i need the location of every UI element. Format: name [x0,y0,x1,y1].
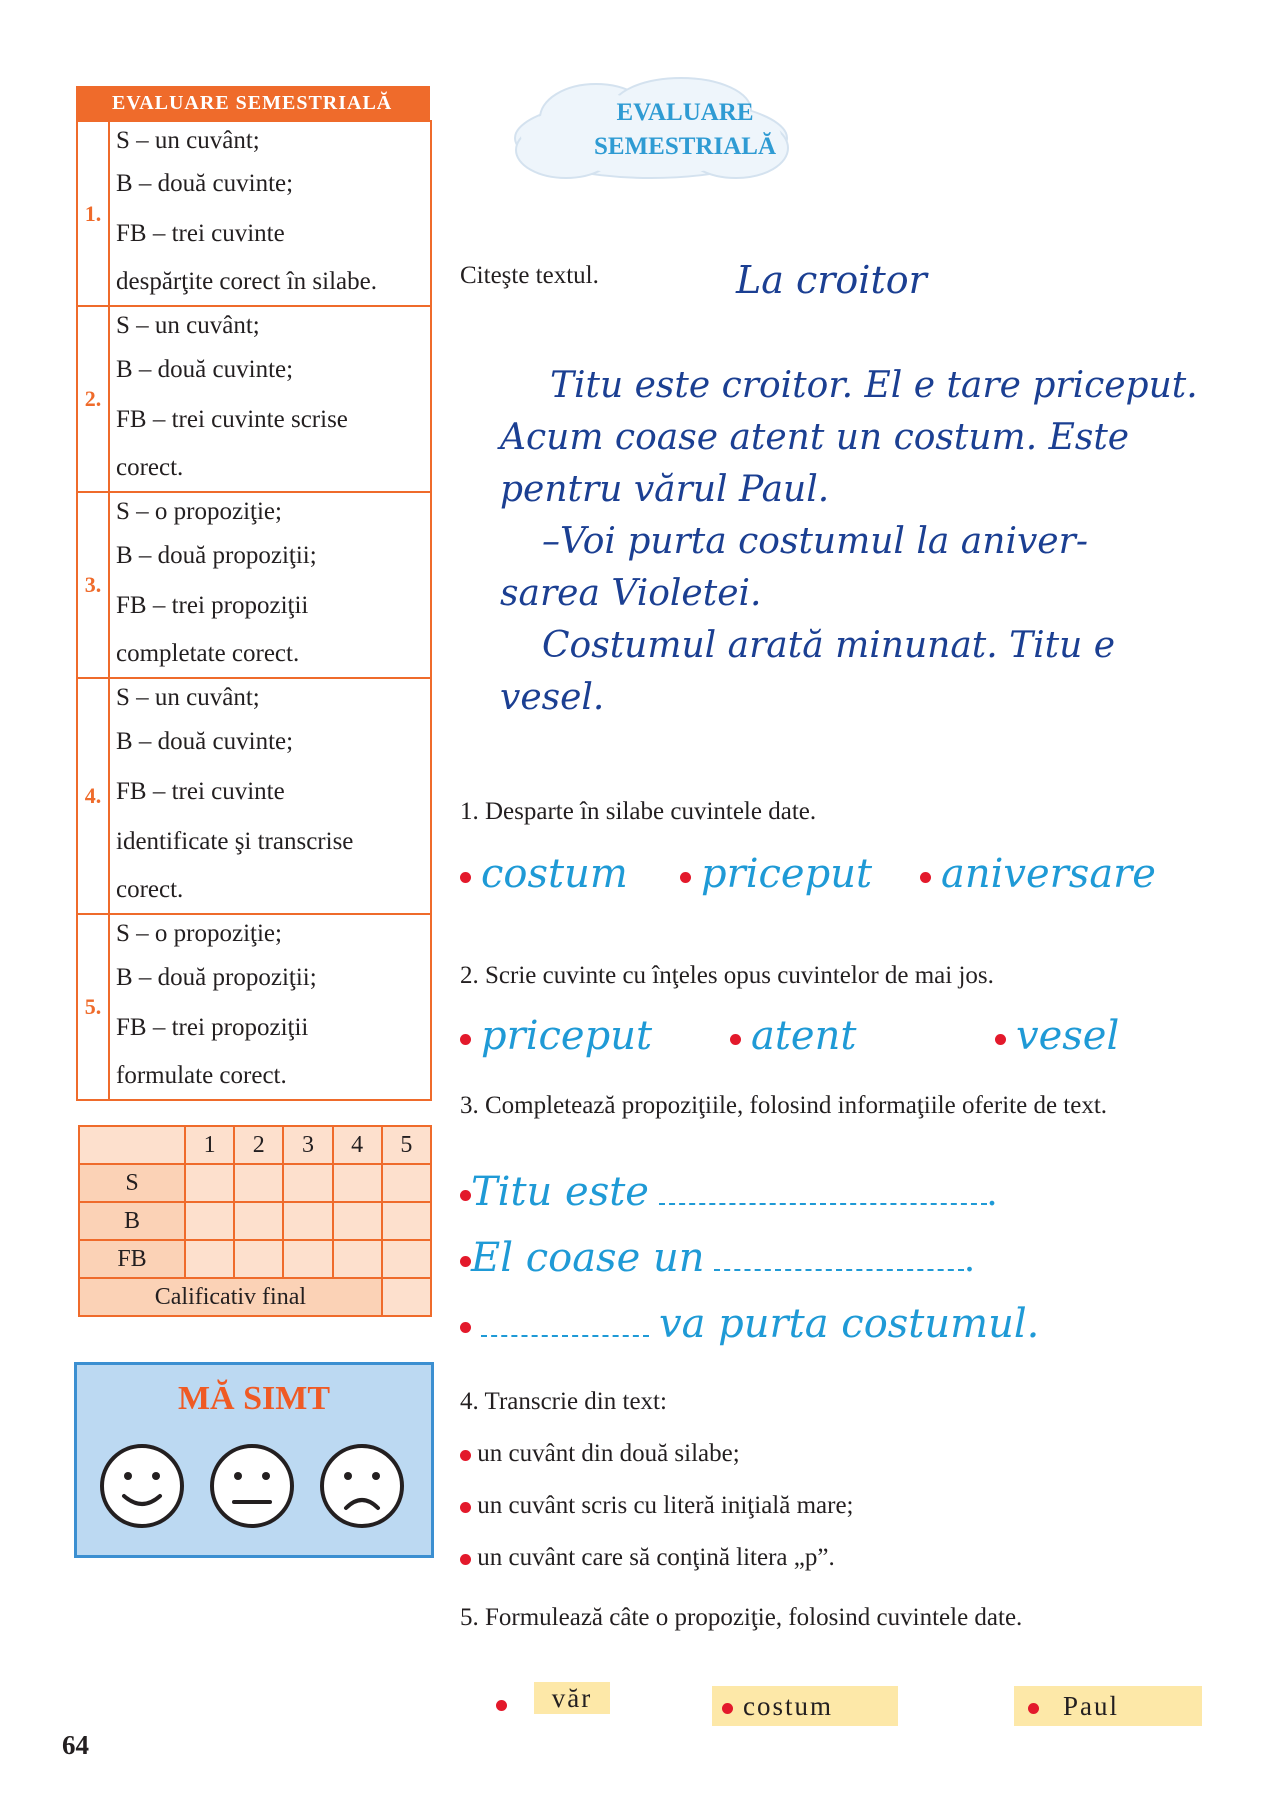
criteria-row-1 [77,121,431,306]
criteria-line: FB – trei cuvinte [116,220,285,247]
criteria-line: formulate corect. [116,1062,287,1089]
score-column-header: 5 [382,1126,431,1164]
criteria-line: S – un cuvânt; [116,127,260,154]
criteria-line: S – o propoziţie; [116,920,282,947]
score-cell[interactable] [382,1164,431,1202]
exercise-4-item: un cuvânt din două silabe; [460,1440,740,1468]
evaluation-criteria-table [76,120,432,1101]
word-item: atent [751,1013,857,1059]
happy-face-icon[interactable] [102,1446,182,1526]
score-cell[interactable] [333,1202,382,1240]
criteria-number: 2. [77,306,109,492]
criteria-row-5 [77,914,431,1100]
exercise-4-text: 4. Transcrie din text: [460,1388,667,1415]
bullet-icon [496,1700,507,1711]
criteria-line: FB – trei propoziţii [116,592,309,619]
answer-blank[interactable] [714,1269,964,1271]
exercise-3-line-2: El coase un . [460,1234,974,1281]
score-cell[interactable] [283,1202,332,1240]
bullet-icon [1028,1703,1039,1714]
feelings-faces [96,1440,416,1536]
score-row-label: B [79,1202,185,1240]
exercise-1-text: 1. Desparte în silabe cuvintele date. [460,798,817,825]
score-column-header: 1 [185,1126,234,1164]
final-grade-label: Calificativ final [79,1278,382,1316]
reading-line: Titu este croitor. El e tare priceput. [550,365,1198,406]
criteria-line: B – două cuvinte; [116,356,294,383]
bullet-icon [460,1034,471,1045]
score-cell[interactable] [234,1164,283,1202]
sad-face-icon[interactable] [322,1446,402,1526]
criteria-line: despărţite corect în silabe. [116,268,377,295]
criteria-line: B – două cuvinte; [116,728,294,755]
bullet-icon [680,872,691,883]
score-column-header: 4 [333,1126,382,1164]
score-cell[interactable] [283,1164,332,1202]
exercise-3-line-3: va purta costumul. [460,1300,1039,1347]
criteria-number: 5. [77,914,109,1100]
neutral-face-icon[interactable] [212,1446,292,1526]
criteria-line: S – o propoziţie; [116,498,282,525]
exercise-5-text: 5. Formulează câte o propoziţie, folosind cuvintele date. [460,1604,1023,1631]
score-cell[interactable] [382,1240,431,1278]
score-row-label: S [79,1164,185,1202]
reading-line: sarea Violetei. [500,573,762,614]
exercise-2-text: 2. Scrie cuvinte cu înţeles opus cuvintelor de mai jos. [460,962,994,989]
score-cell[interactable] [185,1240,234,1278]
criteria-line: completate corect. [116,640,300,667]
score-cell[interactable] [234,1202,283,1240]
word-chip-costum: costum [712,1686,898,1726]
criteria-line: FB – trei propoziţii [116,1014,309,1041]
reading-line: vesel. [500,677,605,718]
word-item: vesel [1016,1013,1120,1059]
score-cell[interactable] [185,1202,234,1240]
criteria-line: S – un cuvânt; [116,684,260,711]
bullet-icon [460,1450,471,1461]
score-row-label: FB [79,1240,185,1278]
score-cell[interactable] [234,1240,283,1278]
word-item: priceput [481,1013,653,1059]
feelings-title: MĂ SIMT [177,1380,331,1417]
score-cell[interactable] [333,1240,382,1278]
reading-line: pentru vărul Paul. [500,469,830,510]
criteria-line: B – două cuvinte; [116,170,294,197]
score-table [78,1125,432,1317]
bullet-icon [460,1502,471,1513]
bullet-icon [460,1190,471,1201]
criteria-line: FB – trei cuvinte scrise [116,406,348,433]
criteria-line: corect. [116,454,184,481]
word-chip-var: văr [534,1682,610,1714]
reading-line: –Voi purta costumul la aniver- [542,521,1088,562]
bullet-icon [920,872,931,883]
reading-text [500,360,1198,724]
answer-blank[interactable] [659,1203,987,1205]
word-item: costum [481,851,628,897]
word-chip-paul: Paul [1014,1686,1202,1726]
final-grade-cell[interactable] [382,1278,431,1316]
criteria-line: corect. [116,876,184,903]
bullet-icon [730,1034,741,1045]
exercise-4-item: un cuvânt care să conţină litera „p”. [460,1544,835,1572]
cloud-title: EVALUARE SEMESTRIALĂ [594,99,776,160]
score-column-header: 2 [234,1126,283,1164]
criteria-row-4 [77,678,431,914]
score-column-header: 3 [283,1126,332,1164]
criteria-number: 4. [77,678,109,914]
criteria-number: 1. [77,121,109,306]
bullet-icon [460,1322,471,1333]
criteria-line: B – două propoziţii; [116,964,317,991]
criteria-line: FB – trei cuvinte [116,778,285,805]
bullet-icon [995,1034,1006,1045]
criteria-line: identificate şi transcrise [116,828,354,855]
score-corner-cell [79,1126,185,1164]
criteria-row-3 [77,492,431,678]
score-cell[interactable] [382,1202,431,1240]
exercise-4-item: un cuvânt scris cu literă iniţială mare; [460,1492,854,1520]
bullet-icon [460,872,471,883]
exercise-3-line-1: Titu este . [460,1168,997,1215]
score-cell[interactable] [185,1164,234,1202]
evaluation-header: EVALUARE SEMESTRIALĂ [76,86,430,120]
bullet-icon [722,1703,733,1714]
word-item: aniversare [941,851,1156,897]
criteria-line: B – două propoziţii; [116,542,317,569]
page-number: 64 [62,1730,89,1760]
bullet-icon [460,1256,471,1267]
score-cell[interactable] [283,1240,332,1278]
criteria-number: 3. [77,492,109,678]
criteria-line: S – un cuvânt; [116,312,260,339]
reading-instruction: Citeşte textul. [460,262,599,289]
reading-title: La croitor [736,258,927,302]
bullet-icon [460,1554,471,1565]
criteria-row-2 [77,306,431,492]
word-item: priceput [701,851,873,897]
score-cell[interactable] [333,1164,382,1202]
reading-line: Acum coase atent un costum. Este [500,417,1130,458]
exercise-3-text: 3. Completează propoziţiile, folosind informaţiile oferite de text. [460,1092,1108,1119]
answer-blank[interactable] [481,1335,649,1337]
reading-line: Costumul arată minunat. Titu e [542,625,1116,666]
